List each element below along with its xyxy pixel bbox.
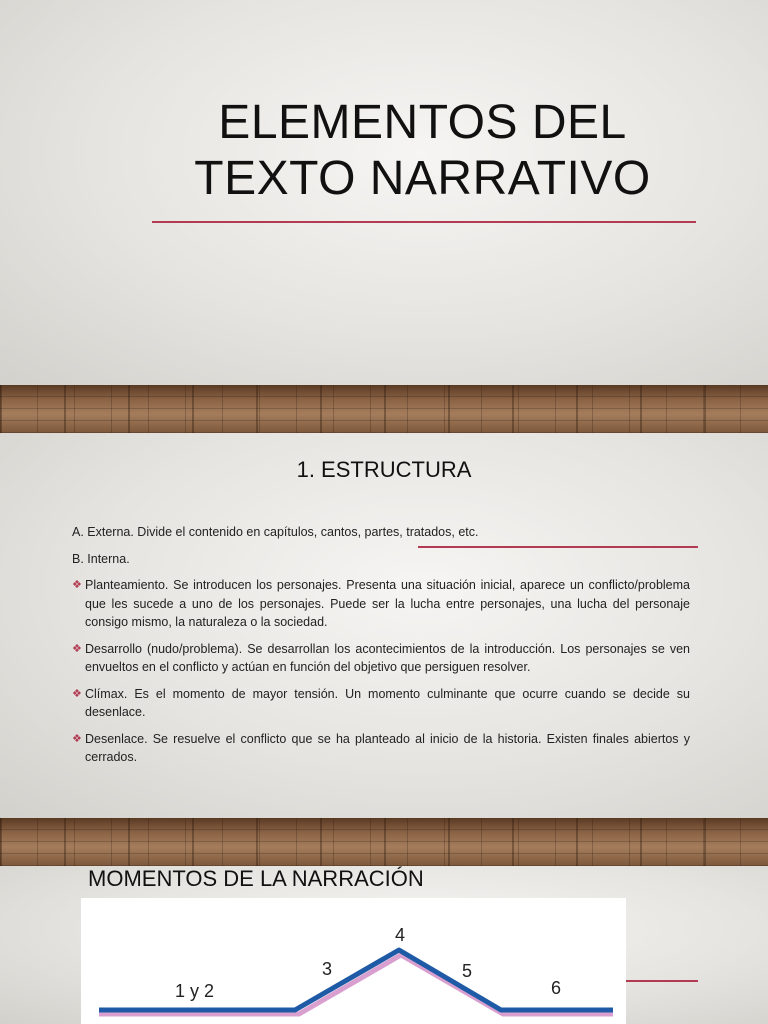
label-3: 3 — [322, 959, 333, 979]
wood-floor-divider — [0, 385, 768, 433]
label-5: 5 — [462, 961, 473, 981]
diamond-bullet-icon: ❖ — [72, 579, 82, 591]
diamond-bullet-icon: ❖ — [72, 642, 82, 655]
title-slide — [0, 0, 768, 385]
structure-body — [72, 523, 690, 775]
bullet-climax: Clímax. Es el momento de mayor tensión. Un momento culminante que ocurre cuando se decide su desenlace. — [85, 686, 690, 719]
title-underline — [152, 221, 696, 223]
structure-heading: 1. ESTRUCTURA — [296, 457, 472, 482]
external-structure-text: A. Externa. Divide el contenido en capítulos, cantos, partes, tratados, etc. — [72, 525, 479, 539]
narrative-arc-svg — [81, 898, 626, 1024]
diamond-bullet-icon: ❖ — [72, 687, 82, 700]
slide-title — [150, 95, 695, 207]
bullet-desenlace: Desenlace. Se resuelve el conflicto que se ha planteado al inicio de la historia. Existen finales abiertos y cerrados. — [85, 731, 690, 764]
moments-underline — [626, 980, 698, 982]
label-6: 6 — [551, 978, 562, 998]
moments-slide — [0, 866, 768, 1024]
title-line-2: TEXTO NARRATIVO — [194, 152, 651, 205]
moments-heading: MOMENTOS DE LA NARRACIÓN — [88, 866, 424, 891]
wood-floor-divider — [0, 818, 768, 866]
label-4: 4 — [395, 925, 406, 945]
list-item — [72, 730, 690, 767]
list-item — [72, 685, 690, 722]
diamond-bullet-icon: ❖ — [72, 732, 82, 745]
internal-structure-text: B. Interna. — [72, 551, 130, 566]
structure-slide — [0, 433, 768, 818]
narrative-arc-diagram — [81, 898, 626, 1024]
list-item — [72, 640, 690, 677]
bullet-desarrollo: Desarrollo (nudo/problema). Se desarrollan los acontecimientos de la introducción. Los personajes se ven envueltos en el conflicto y actúan en función del objetivo que persiguen resolver. — [85, 641, 690, 674]
label-1y2: 1 y 2 — [175, 981, 215, 1001]
list-item — [72, 576, 690, 632]
bullet-planteamiento: Planteamiento. Se introducen los personajes. Presenta una situación inicial, aparece un conflicto/problema que les sucede a uno de los personajes. Puede ser la lucha entre personajes, una lucha del personaje consigo mismo, la naturaleza o la sociedad. — [85, 578, 690, 629]
title-line-1: ELEMENTOS DEL — [218, 96, 627, 149]
